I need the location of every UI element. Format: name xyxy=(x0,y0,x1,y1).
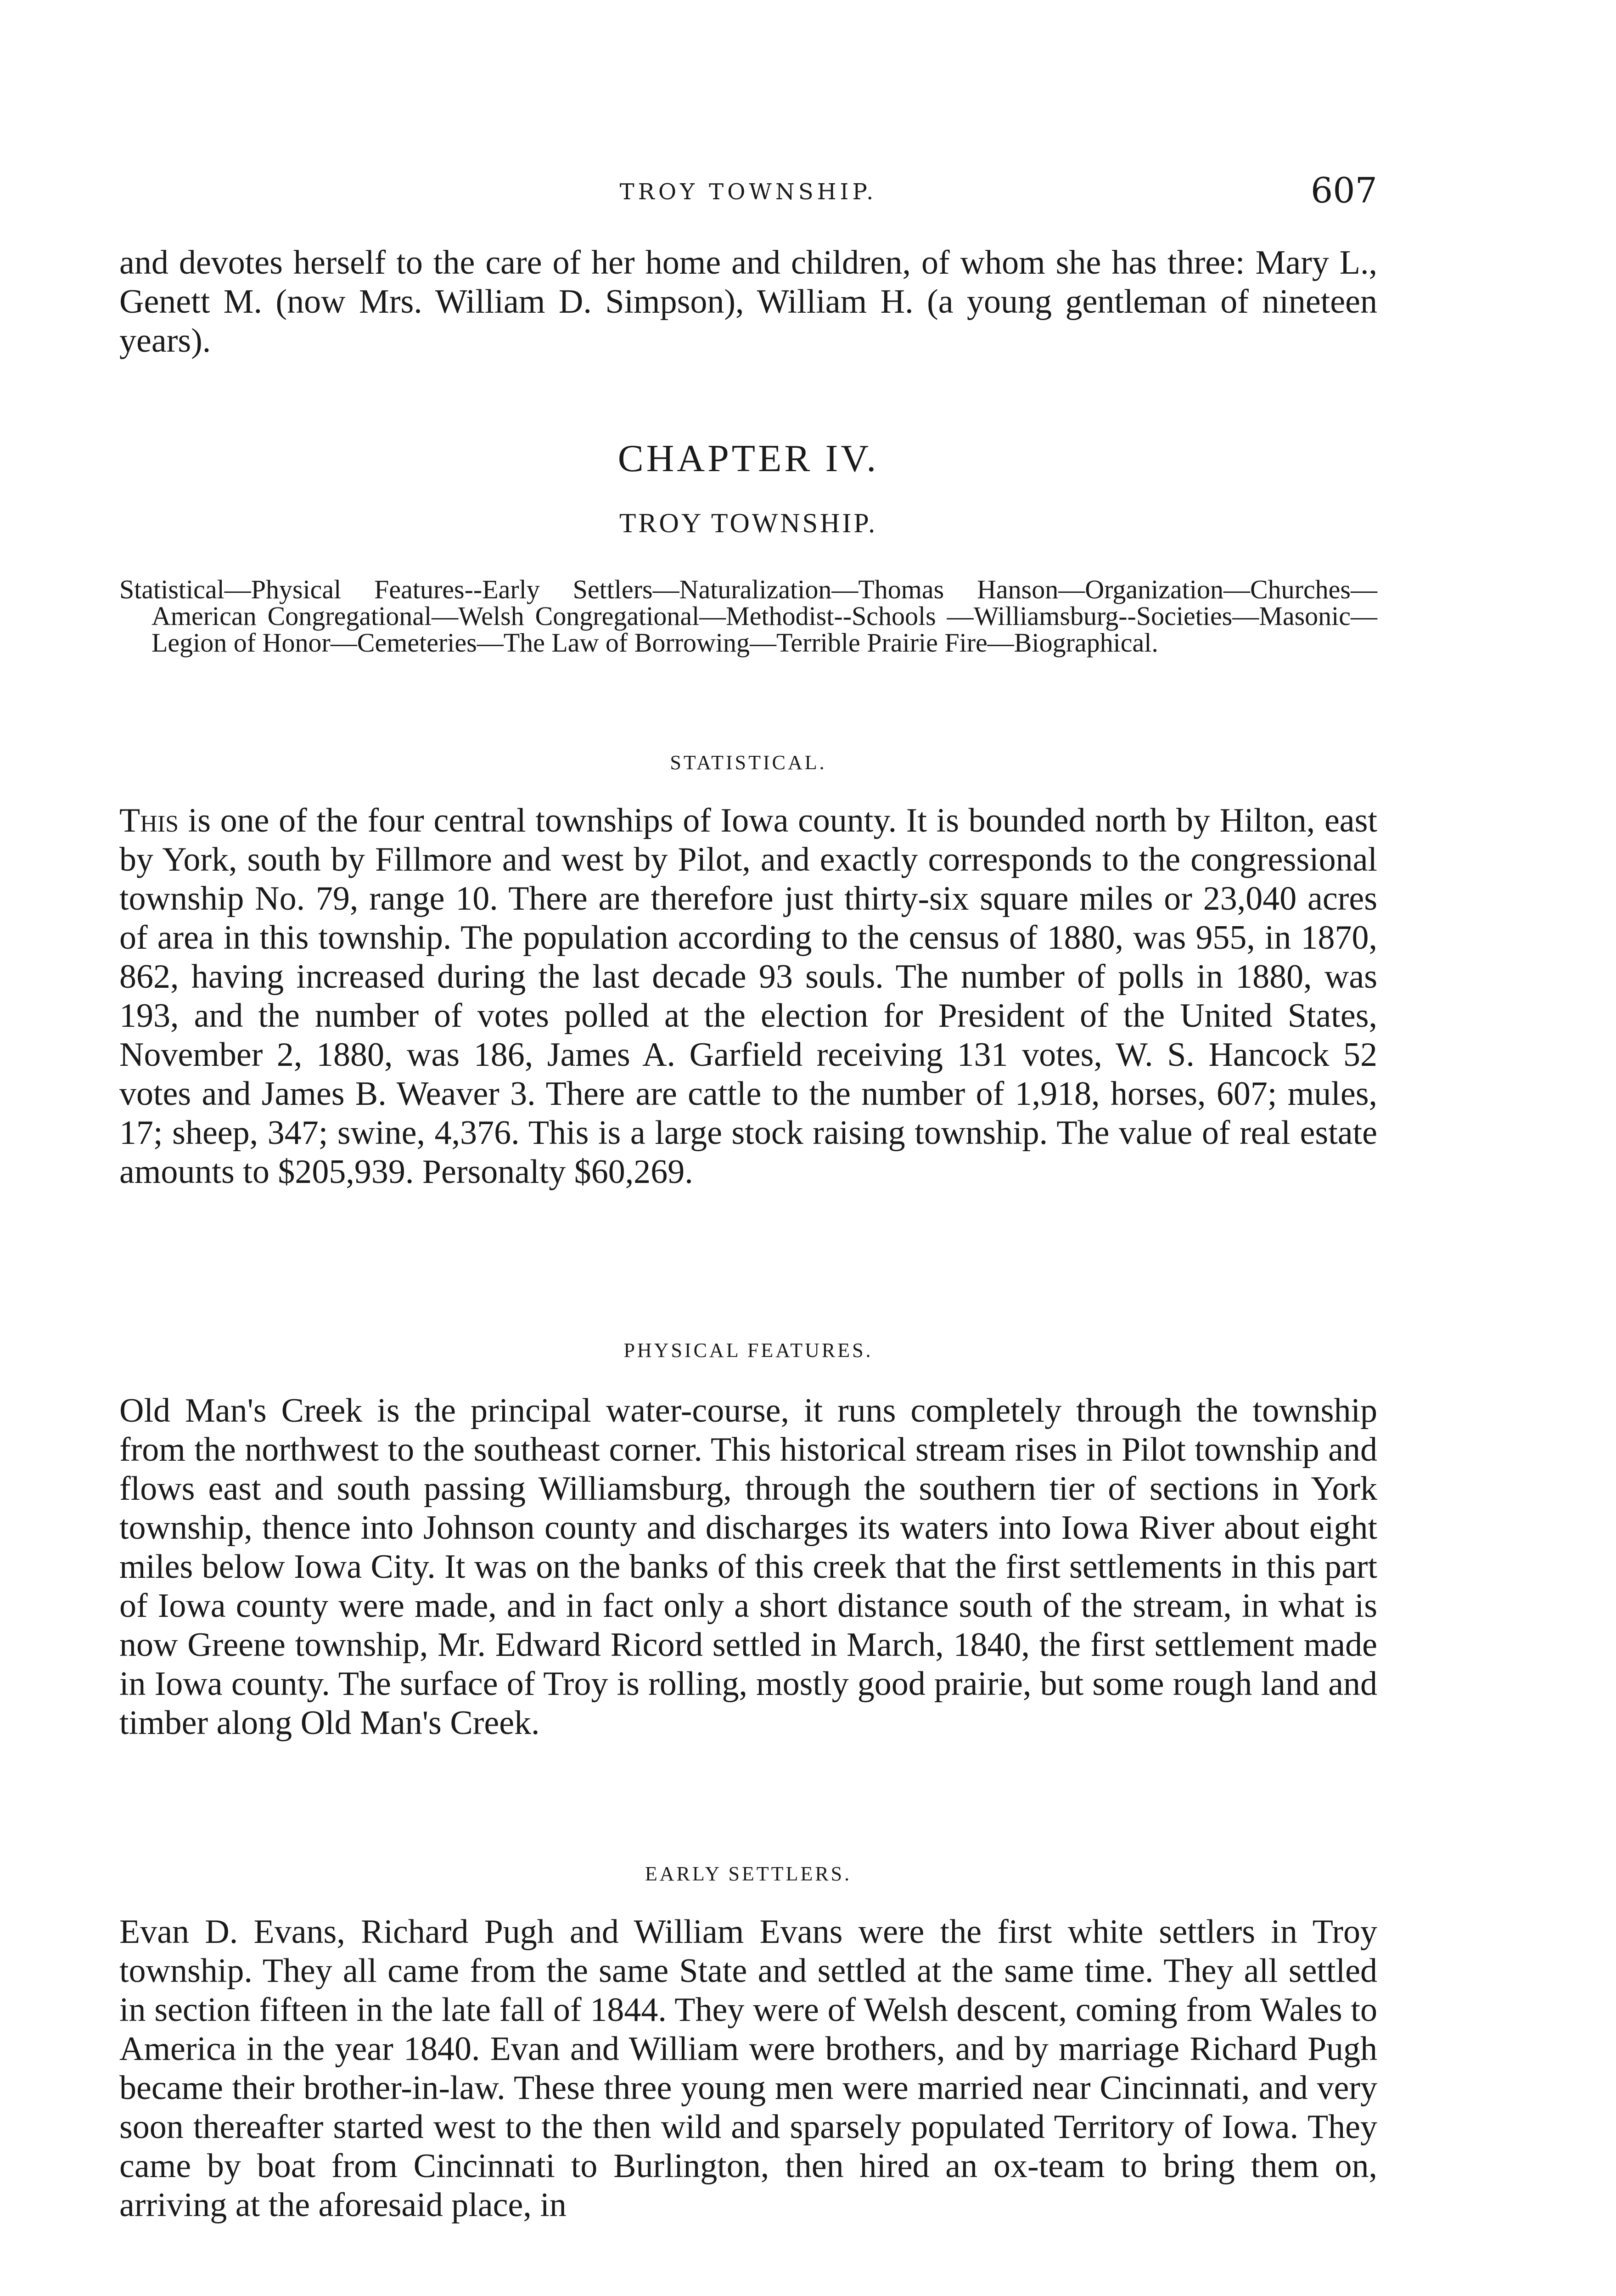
chapter-title: CHAPTER IV. xyxy=(617,437,879,480)
page-number: 607 xyxy=(1310,170,1377,211)
section-text-physical-features: Old Man's Creek is the principal water-course, it runs completely through the township from the northwest to the southeast corner. This historical stream rises in Pilot township and flows east and south passing Williamsburg, through the southern tier of sections in York township, thence into Johnson county and discharges its waters into Iowa River about eight miles below Iowa City. It was on the banks of this creek that the first settlements in this part of Iowa county were made, and in fact only a short distance south of the stream, in what is now Greene township, Mr. Edward Ricord settled in March, 1840, the first settlement made in Iowa county. The surface of Troy is rolling, mostly good prairie, but some rough land and timber along Old Man's Creek. xyxy=(119,1392,1377,1742)
section-text-statistical xyxy=(119,801,1377,1192)
section-heading-early-settlers: EARLY SETTLERS. xyxy=(645,1863,852,1885)
section-lead-word: This xyxy=(119,802,179,839)
book-page xyxy=(119,0,1377,2296)
running-head-title: TROY TOWNSHIP. xyxy=(619,179,877,205)
chapter-synopsis: Statistical—Physical Features--Early Settlers—Naturalization—Thomas Hanson—Organization—Churches—American Congregational—Welsh Congregational—Methodist--Schools —Williamsburg--Societies—Masonic—Legion of Honor—Cemeteries—The Law of Borrowing—Terrible Prairie Fire—Biographical. xyxy=(119,574,1377,658)
chapter-subtitle: TROY TOWNSHIP. xyxy=(619,508,878,538)
running-head xyxy=(119,170,1377,220)
section-text-early-settlers: Evan D. Evans, Richard Pugh and William Evans were the first white settlers in Troy township. They all came from the same State and settled at the same time. They all settled in section fifteen in the late fall of 1844. They were of Welsh descent, coming from Wales to America in the year 1840. Evan and William were brothers, and by marriage Richard Pugh became their brother-in-law. These three young men were married near Cincinnati, and very soon thereafter started west to the then wild and sparsely populated Territory of Iowa. They came by boat from Cincinnati to Burlington, then hired an ox-team to bring them on, arriving at the aforesaid place, in xyxy=(119,1913,1377,2224)
intro-paragraph: and devotes herself to the care of her home and children, of whom she has three: Mary L., Genett M. (now Mrs. William D. Simpson), William H. (a young gentleman of nineteen years). xyxy=(119,244,1377,360)
section-body-statistical: is one of the four central townships of Iowa county. It is bounded north by Hilton, east by York, south by Fillmore and west by Pilot, and exactly corresponds to the congressional township No. 79, range 10. There are therefore just thirty-six square miles or 23,040 acres of area in this township. The population according to the census of 1880, was 955, in 1870, 862, having increased during the last decade 93 souls. The number of polls in 1880, was 193, and the number of votes polled at the election for President of the United States, November 2, 1880, was 186, James A. Garfield receiving 131 votes, W. S. Hancock 52 votes and James B. Weaver 3. There are cattle to the number of 1,918, horses, 607; mules, 17; sheep, 347; swine, 4,376. This is a large stock raising township. The value of real estate amounts to $205,939. Personalty $60,269. xyxy=(119,802,1377,1191)
section-heading-physical-features: PHYSICAL FEATURES. xyxy=(623,1339,873,1362)
section-heading-statistical: STATISTICAL. xyxy=(670,751,827,774)
